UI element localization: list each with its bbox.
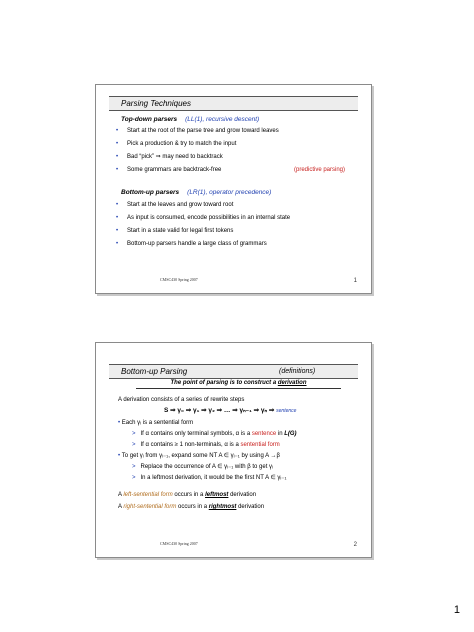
derivation-term: derivation xyxy=(277,380,307,386)
topdown-heading xyxy=(121,116,259,123)
bottomup-heading xyxy=(121,189,271,196)
replace-item: > Replace the occurrence of A ∈ γᵢ₋₁ with β to get γᵢ xyxy=(132,464,274,470)
page-number: 1 xyxy=(453,604,460,616)
derivation-intro: A derivation consists of a series of rewrite steps xyxy=(118,397,245,403)
bottomup-label: Bottom-up parsers xyxy=(121,189,180,196)
slide-title-note: (definitions) xyxy=(279,368,316,375)
bullet-icon: • xyxy=(116,167,119,173)
bullet-icon: • xyxy=(118,453,121,459)
if-nonterminal-item: > If α contains ≥ 1 non-terminals, α is a sentential form xyxy=(132,442,280,448)
arrow-icon: > xyxy=(132,464,136,470)
each-item: • Each γᵢ is a sentential form xyxy=(118,420,194,426)
bullet-icon: • xyxy=(116,202,119,208)
if-terminal-item: > If α contains only terminal symbols, α is a sentence in L(G) xyxy=(132,431,297,437)
bottomup-paren: (LR(1), operator precedence) xyxy=(187,189,272,196)
predictive-note: (predictive parsing) xyxy=(294,167,346,173)
slide-title: Bottom-up Parsing xyxy=(121,367,188,376)
slide-page-number: 2 xyxy=(353,542,357,548)
slide-title: Parsing Techniques xyxy=(121,99,191,108)
slide-footer: CMSC430 Spring 2007 xyxy=(160,541,198,546)
derivation-sequence: S ⇒ γ₀ ⇒ γ₁ ⇒ γ₂ ⇒ … ⇒ γₙ₋₁ ⇒ γₙ ⇒ sentence xyxy=(164,407,297,414)
arrow-icon: > xyxy=(132,442,136,448)
bullet-icon: • xyxy=(116,215,119,221)
bullet-icon: • xyxy=(116,228,119,234)
left-sentential-line: A left-sentential form occurs in a leftmost derivation xyxy=(118,492,257,498)
slide-page-number: 1 xyxy=(353,278,357,284)
sentence-label: sentence xyxy=(276,408,297,414)
bullet-icon: • xyxy=(118,420,121,426)
point-of-parsing: The point of parsing is to construct a derivation xyxy=(136,380,341,389)
arrow-icon: > xyxy=(132,431,136,437)
bullet-icon: • xyxy=(116,241,119,247)
to-get-item: • To get γᵢ from γᵢ₋₁, expand some NT A ∈ γᵢ₋₁ by using A →β xyxy=(118,453,280,459)
arrow-icon: > xyxy=(132,475,136,481)
slide-title-bar xyxy=(109,96,358,111)
slide-footer: CMSC430 Spring 2007 xyxy=(160,277,198,282)
topdown-label: Top-down parsers xyxy=(121,116,178,123)
topdown-paren: (LL(1), recursive descent) xyxy=(185,116,260,123)
slide-title-bar xyxy=(109,364,358,379)
right-sentential-line: A right-sentential form occurs in a rightmost derivation xyxy=(118,504,265,510)
bullet-icon: • xyxy=(116,128,119,134)
bullet-icon: • xyxy=(116,141,119,147)
slide-parsing-techniques: Parsing Techniques Top-down parsers (LL(1), recursive descent) • Start at the root of the parse tree and grow toward leaves • Pick a production & try to match the input • Bad “pick” ⇒ may need to backtrack • Some grammars are backtrack-free (predictive parsing) Bottom-up parsers (LR(1), operator precedence) • Start at the leaves and grow toward root • As input is consumed, encode possibilities in an internal state • Start in a state valid for legal first tokens • Bottom-up parsers handle a large class of grammars CMSC430 Spring 2007 1 xyxy=(95,84,372,294)
slide-bottom-up-parsing xyxy=(95,342,372,558)
leftmost-item: > In a leftmost derivation, it would be the first NT A ∈ γᵢ₋₁ xyxy=(132,475,287,481)
bullet-icon: • xyxy=(116,154,119,160)
